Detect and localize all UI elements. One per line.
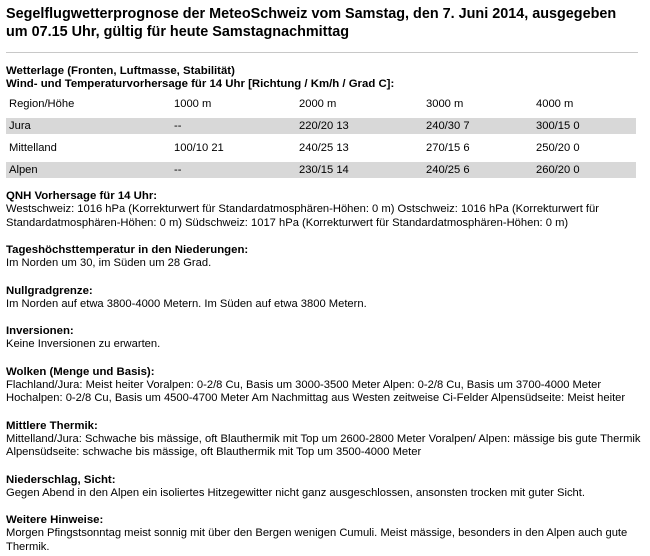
section-heading: Wolken (Menge und Basis): — [6, 365, 155, 378]
table-cell: 240/25 6 — [423, 162, 533, 178]
table-cell: 300/15 0 — [533, 118, 636, 134]
table-cell: 100/10 21 — [174, 142, 224, 154]
notes-section — [6, 514, 644, 554]
table-header-row — [6, 96, 636, 112]
section-heading: Niederschlag, Sicht: — [6, 473, 116, 486]
inversion-section — [6, 325, 644, 352]
section-text: Morgen Pfingstsonntag meist sonnig mit über den Bergen wenigen Cumuli. Meist mässige, besonders in den Alpen auch gute Thermik. — [6, 527, 628, 553]
wetterlage-heading: Wetterlage (Fronten, Luftmasse, Stabilität) — [6, 65, 235, 77]
section-text: Im Norden auf etwa 3800-4000 Metern. Im Süden auf etwa 3800 Metern. — [6, 297, 367, 310]
table-cell: 240/25 13 — [299, 142, 349, 154]
section-text: Flachland/Jura: Meist heiter Voralpen: 0-2/8 Cu, Basis um 3000-3500 Meter Alpen: 0-2/8 Cu, Basis um 3700-4000 Meter Hochalpen: 0-2/8 Cu, Basis um 4500-4700 Meter Am Nachmittag aus Westen zeitweise Ci-Felder Alpensüdseite: Meist heiter — [6, 378, 626, 404]
thermal-section — [6, 420, 644, 460]
table-row — [6, 162, 636, 178]
title-divider — [6, 52, 638, 53]
section-text: Gegen Abend in den Alpen ein isoliertes Hitzegewitter nicht ganz ausgeschlossen, ansonsten trocken mit guter Sicht. — [6, 486, 585, 499]
section-heading: Mittlere Thermik: — [6, 419, 98, 432]
header-cell: 4000 m — [536, 98, 574, 110]
freezing-level-section — [6, 285, 644, 312]
clouds-section — [6, 366, 644, 406]
section-heading: Weitere Hinweise: — [6, 514, 104, 526]
table-cell: Mittelland — [9, 142, 57, 154]
wind-heading: Wind- und Temperaturvorhersage für 14 Uhr [Richtung / Km/h / Grad C]: — [6, 78, 395, 90]
section-text: Mittelland/Jura: Schwache bis mässige, oft Blauthermik mit Top um 2600-2800 Meter Voralpen/ Alpen: mässige bis gute Thermik Alpensüdseite: schwache bis mässige, oft Blauthermik mit Top um 3500-4000 Meter — [6, 432, 641, 458]
precipitation-section — [6, 474, 644, 501]
header-cell: Region/Höhe — [9, 98, 75, 110]
wind-temperature-table — [6, 90, 636, 184]
table-row — [6, 118, 636, 134]
table-cell: 220/20 13 — [296, 118, 423, 134]
table-cell: 250/20 0 — [536, 142, 580, 154]
section-heading: Inversionen: — [6, 325, 74, 337]
header-cell: 1000 m — [174, 98, 212, 110]
qnh-section — [6, 190, 644, 230]
table-cell: 270/15 6 — [426, 142, 470, 154]
section-heading: Nullgradgrenze: — [6, 284, 93, 297]
table-cell: 240/30 7 — [423, 118, 533, 134]
section-text: Westschweiz: 1016 hPa (Korrekturwert für Standardatmosphären-Höhen: 0 m) Ostschweiz: 1016 hPa (Korrekturwert für Standardatmosphären-Höhen: 0 m) Südschweiz: 1017 hPa (Korrekturwert für Standardatmosphären-Höhen: 0 m) — [6, 203, 599, 229]
table-cell: -- — [171, 118, 296, 134]
header-cell: 3000 m — [426, 98, 464, 110]
table-cell: -- — [171, 162, 296, 178]
table-row — [6, 140, 636, 156]
wetterlage-block — [6, 65, 644, 91]
page-title: Segelflugwetterprognose der MeteoSchweiz vom Samstag, den 7. Juni 2014, ausgegeben um 07.15 Uhr, gültig für heute Samstagnachmittag — [6, 6, 617, 40]
table-cell: 260/20 0 — [533, 162, 636, 178]
header-cell: 2000 m — [299, 98, 337, 110]
section-heading: QNH Vorhersage für 14 Uhr: — [6, 190, 158, 202]
section-heading: Tageshöchsttemperatur in den Niederungen: — [6, 244, 249, 256]
table-cell: Jura — [6, 118, 171, 134]
table-cell: 230/15 14 — [296, 162, 423, 178]
section-text: Keine Inversionen zu erwarten. — [6, 338, 161, 350]
temperature-section — [6, 244, 644, 271]
section-text: Im Norden um 30, im Süden um 28 Grad. — [6, 257, 212, 269]
table-cell: Alpen — [6, 162, 171, 178]
